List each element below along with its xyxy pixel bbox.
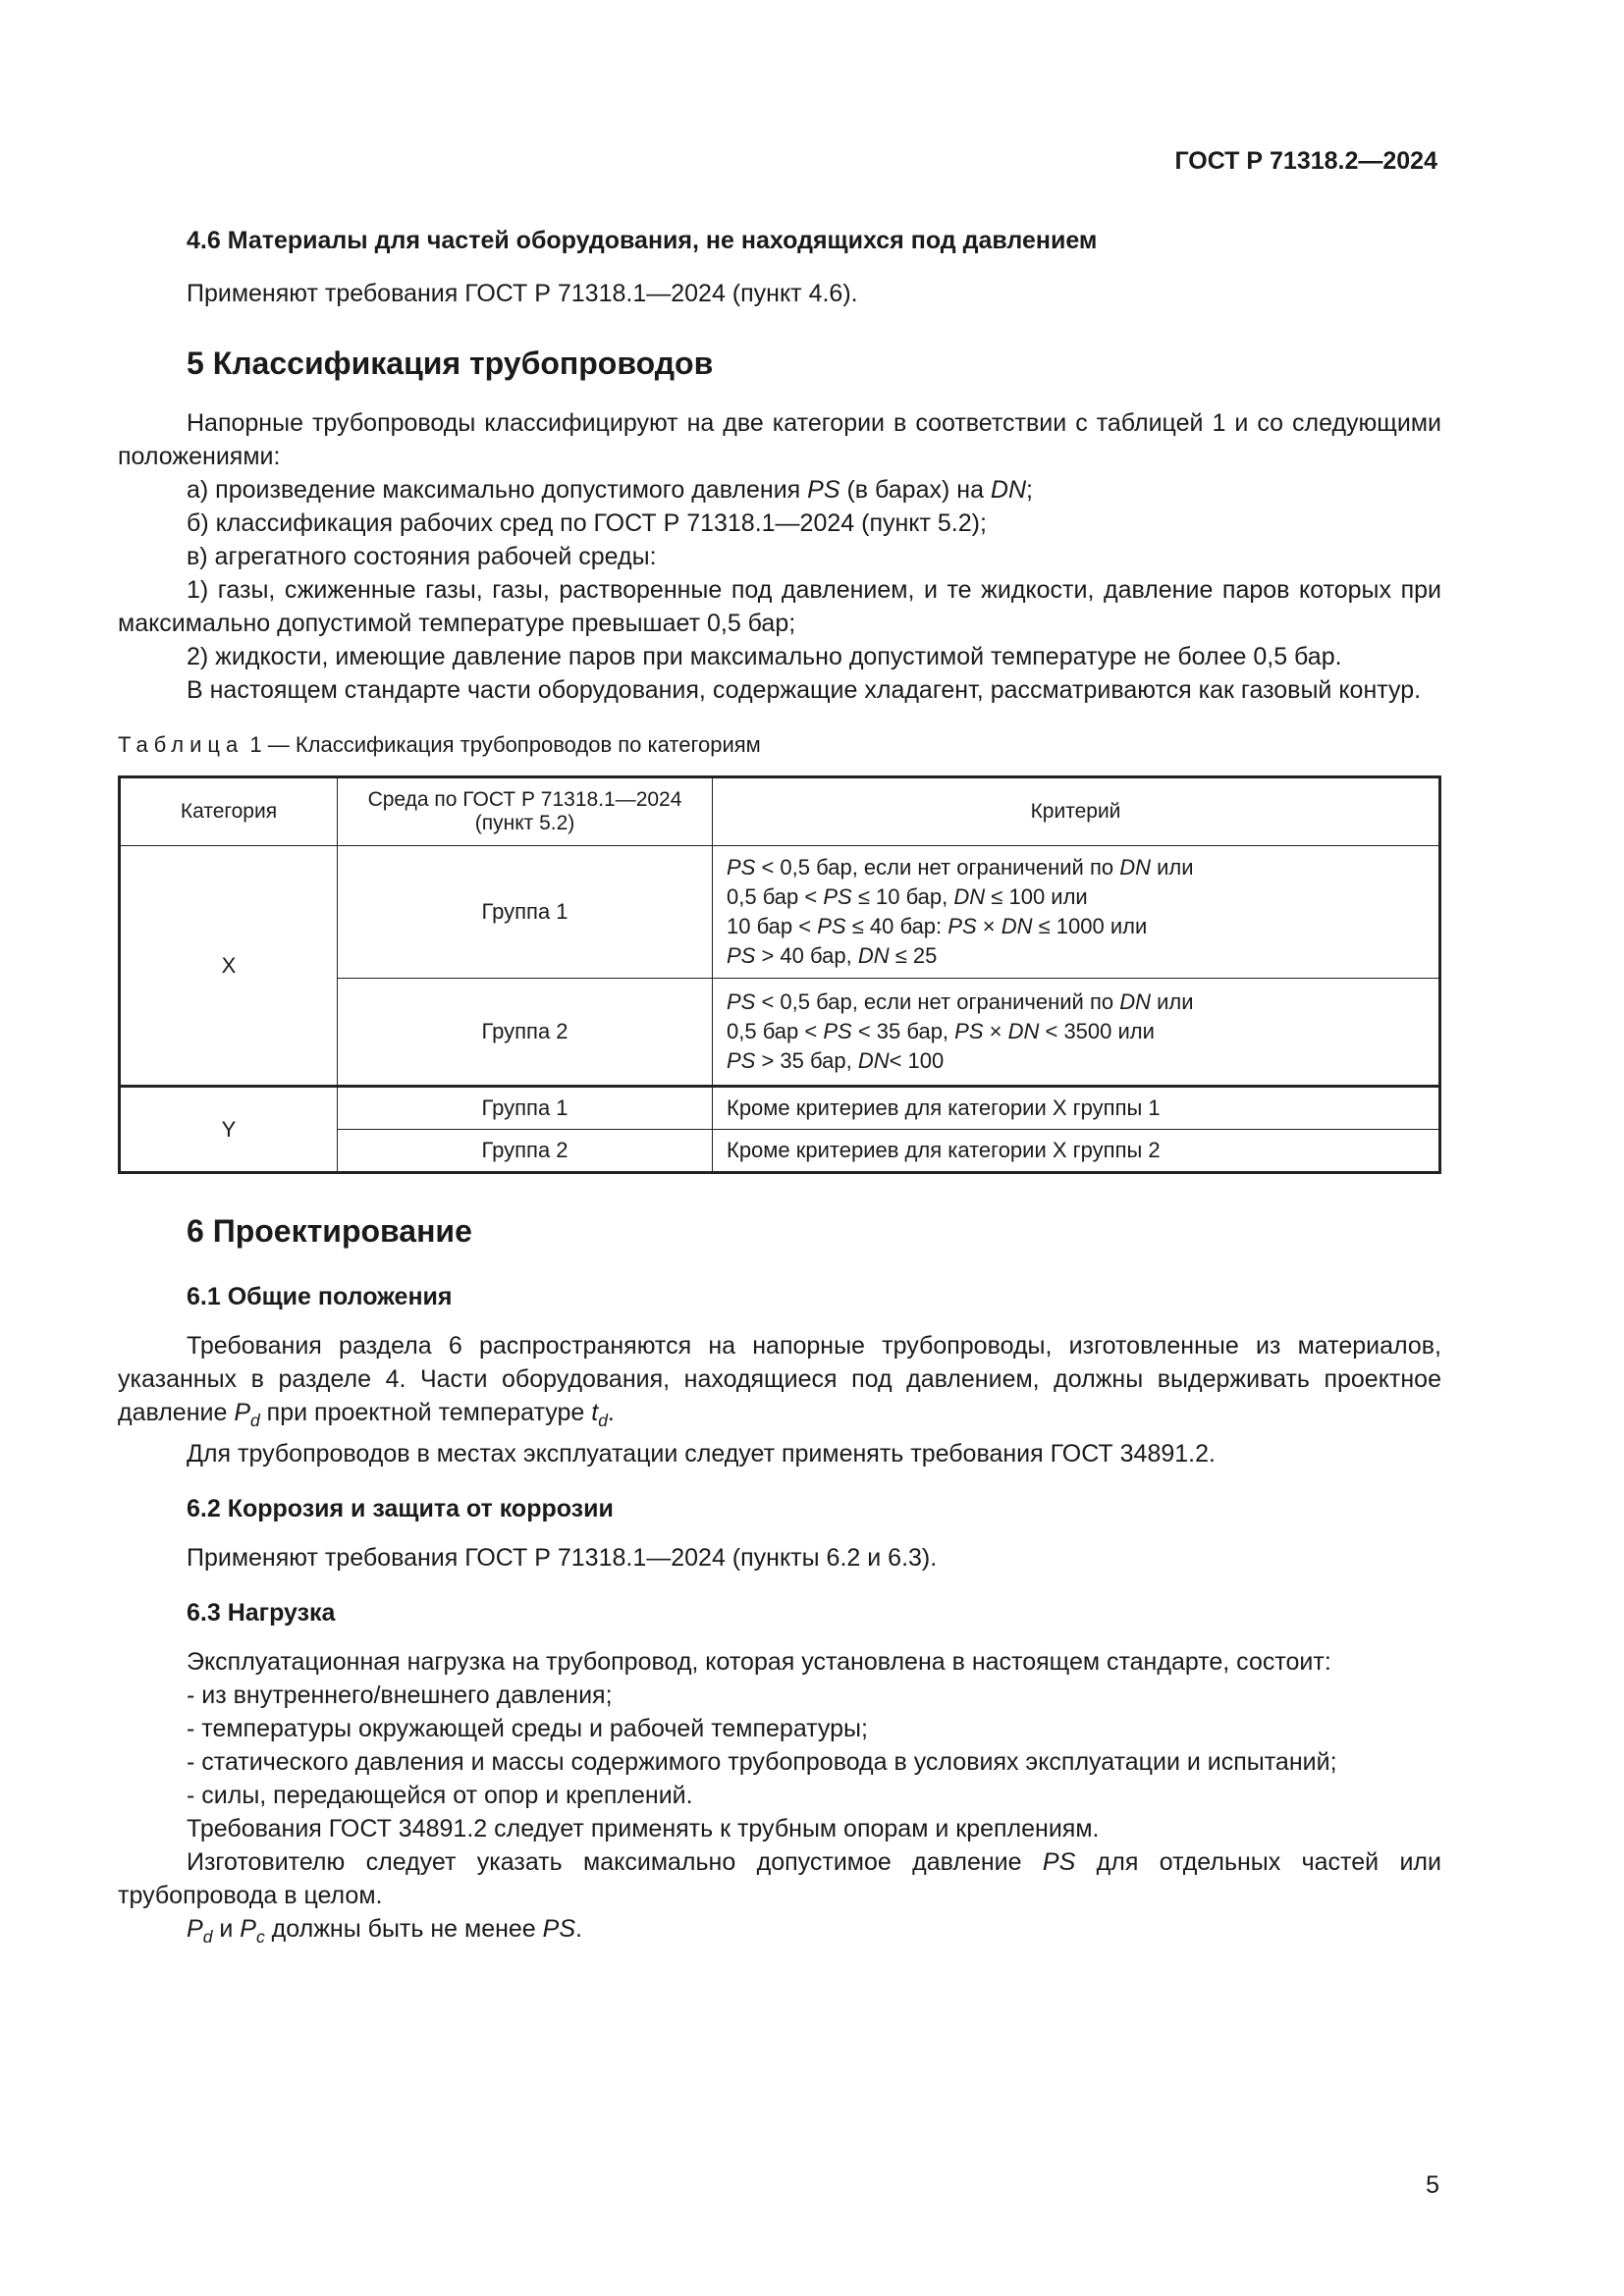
cell-y-group1: Группа 1: [338, 1087, 713, 1130]
cell-y-group1-criterion: Кроме критериев для категории X группы 1: [713, 1087, 1440, 1130]
table-row: [120, 1087, 1440, 1130]
section-6-3-intro: Эксплуатационная нагрузка на трубопровод, которая установлена в настоящем стандарте, состоит:: [187, 1648, 1331, 1676]
section-6-2-title: 6.2 Коррозия и защита от коррозии: [187, 1495, 614, 1522]
section-6-3-list-item: - статического давления и массы содержимого трубопровода в условиях эксплуатации и испытаний;: [187, 1748, 1337, 1776]
document-code-header: ГОСТ Р 71318.2—2024: [1174, 147, 1437, 175]
section-4-6-text: Применяют требования ГОСТ Р 71318.1—2024 (пункт 4.6).: [187, 280, 858, 307]
section-5-intro: Напорные трубопроводы классифицируют на две категории в соответствии с таблицей 1 и со следующими положениями:: [118, 409, 1441, 470]
cell-x-group1: Группа 1: [338, 846, 713, 979]
section-6-title: 6 Проектирование: [187, 1213, 472, 1249]
section-6-3-para-2: Изготовителю следует указать максимально допустимое давление PS для отдельных частей или трубопровода в целом.: [118, 1848, 1441, 1909]
section-6-2-text: Применяют требования ГОСТ Р 71318.1—2024 (пункты 6.2 и 6.3).: [187, 1544, 938, 1572]
section-6-3-title: 6.3 Нагрузка: [187, 1599, 336, 1627]
cell-y-group2: Группа 2: [338, 1130, 713, 1173]
criterion-line: 0,5 бар < PS ≤ 10 бар, DN ≤ 100 или: [727, 884, 1088, 909]
cell-x-group2-criterion: [713, 979, 1440, 1087]
cell-category-x: X: [120, 846, 338, 1087]
cell-y-group2-criterion: Кроме критериев для категории X группы 2: [713, 1130, 1440, 1173]
section-5-title: 5 Классификация трубопроводов: [187, 346, 714, 381]
section-6-3-list-item: - из внутреннего/внешнего давления;: [187, 1682, 613, 1709]
criterion-line: 10 бар < PS ≤ 40 бар: PS × DN ≤ 1000 или: [727, 914, 1148, 938]
page-number: 5: [1426, 2171, 1439, 2199]
page-content: [118, 224, 1441, 1953]
section-6-3-para-3: $P_d$ и $P_c$ должны быть не менее PS.: [187, 1915, 582, 1947]
section-5-note: В настоящем стандарте части оборудования, содержащие хладагент, рассматриваются как газовый контур.: [187, 676, 1422, 704]
section-5-item-2: 2) жидкости, имеющие давление паров при максимально допустимой температуре не более 0,5 бар.: [187, 643, 1342, 670]
cell-x-group2: Группа 2: [338, 979, 713, 1087]
criterion-line: PS < 0,5 бар, если нет ограничений по DN или: [727, 989, 1194, 1014]
table-1-caption: Таблица 1 — Классификация трубопроводов по категориям: [118, 732, 761, 757]
section-5-item-b: б) классификация рабочих сред по ГОСТ Р 71318.1—2024 (пункт 5.2);: [187, 509, 987, 537]
section-5-item-1: 1) газы, сжиженные газы, газы, растворенные под давлением, и те жидкости, давление паров которых при максимально допустимой температуре превышает 0,5 бар;: [118, 576, 1441, 637]
section-6-3-list-item: - температуры окружающей среды и рабочей температуры;: [187, 1715, 868, 1742]
section-5-item-a: а) произведение максимально допустимого давления PS (в барах) на DN;: [187, 476, 1033, 504]
section-4-6-title: 4.6 Материалы для частей оборудования, не находящихся под давлением: [187, 227, 1098, 254]
criterion-line: 0,5 бар < PS < 35 бар, PS × DN < 3500 или: [727, 1019, 1155, 1043]
cell-x-group1-criterion: [713, 846, 1440, 979]
section-6-1-title: 6.1 Общие положения: [187, 1283, 453, 1310]
header-criterion: Критерий: [713, 777, 1440, 846]
table-row: [120, 846, 1440, 979]
table-1: [118, 775, 1441, 1174]
criterion-line: PS > 40 бар, DN ≤ 25: [727, 943, 938, 968]
header-category: Категория: [120, 777, 338, 846]
section-6-3-list-item: - силы, передающейся от опор и креплений.: [187, 1782, 693, 1809]
section-6-1-para-2: Для трубопроводов в местах эксплуатации следует применять требования ГОСТ 34891.2.: [187, 1440, 1216, 1468]
table-header-row: [120, 777, 1440, 846]
section-6-1-para-1: Требования раздела 6 распространяются на напорные трубопроводы, изготовленные из материалов, указанных в разделе 4. Части оборудования, находящиеся под давлением, должны выдерживать проектное давление $P_d$ при проектной температуре $t_d$.: [118, 1332, 1441, 1430]
header-medium: Среда по ГОСТ Р 71318.1—2024 (пункт 5.2): [338, 777, 713, 846]
section-5-item-c: в) агрегатного состояния рабочей среды:: [187, 543, 657, 570]
section-6-3-para-1: Требования ГОСТ 34891.2 следует применять к трубным опорам и креплениям.: [187, 1815, 1100, 1842]
criterion-line: PS < 0,5 бар, если нет ограничений по DN или: [727, 855, 1194, 880]
cell-category-y: Y: [120, 1087, 338, 1173]
criterion-line: PS > 35 бар, DN< 100: [727, 1048, 945, 1073]
